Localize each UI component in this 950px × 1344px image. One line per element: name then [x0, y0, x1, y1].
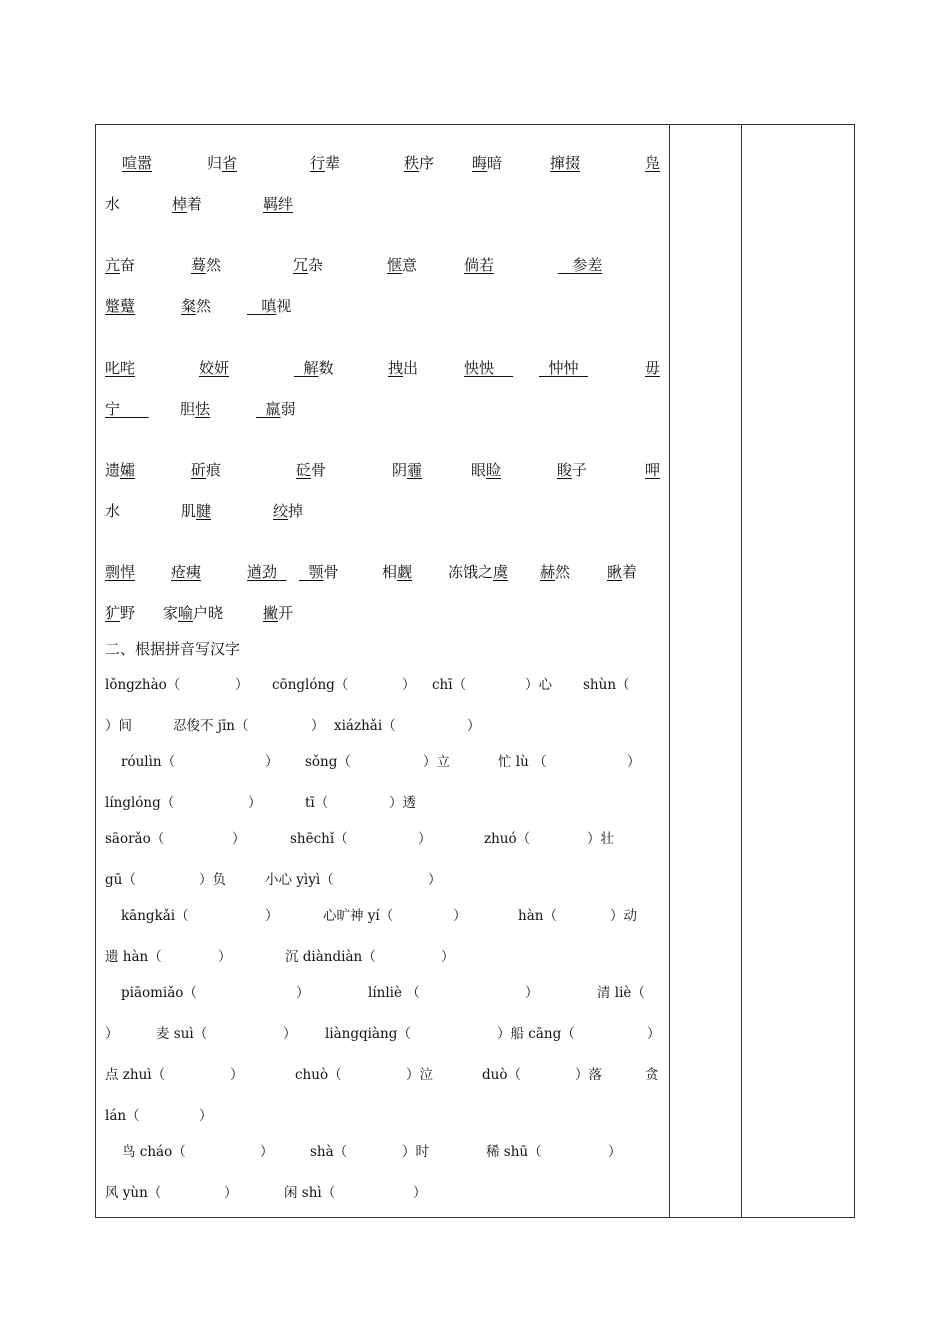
vocab-word: 羁绊	[263, 195, 294, 213]
vocab-word: 眼睑	[471, 461, 502, 479]
vocab-word: 砭骨	[296, 461, 327, 479]
vocab-word: 犷野	[105, 604, 136, 622]
pinyin-item: ）	[627, 754, 641, 770]
pinyin-item: ）动	[610, 908, 637, 924]
pinyin-item: ）负	[199, 872, 226, 888]
pinyin-item: 遗 hàn（	[105, 949, 162, 965]
vocab-word: 秩序	[404, 154, 435, 172]
vocab-word: 胆怯	[180, 400, 211, 418]
pinyin-item: ）立	[423, 754, 450, 770]
pinyin-item: ）	[608, 1144, 622, 1160]
pinyin-item: ）	[199, 1108, 213, 1124]
pinyin-item: chī（	[432, 677, 467, 693]
pinyin-item: ）	[296, 985, 310, 1001]
pinyin-item: ）	[248, 795, 262, 811]
pinyin-item: ）泣	[406, 1067, 433, 1083]
pinyin-item: kāngkǎi（	[121, 908, 189, 924]
pinyin-item: 麦 suì（	[156, 1026, 208, 1042]
pinyin-item: piāomiǎo（	[121, 985, 197, 1001]
pinyin-item: ）	[647, 1026, 661, 1042]
vocab-word: 水	[105, 502, 121, 520]
pinyin-item: ）	[105, 1026, 119, 1042]
vocab-word: 颚骨	[308, 563, 339, 581]
pinyin-item: 忍俊不 jīn（	[173, 718, 249, 734]
vocab-word: 疮痍	[171, 563, 202, 581]
vocab-word: 叱咤	[105, 359, 136, 377]
pinyin-item: zhuó（	[484, 831, 531, 847]
pinyin-item: ）时	[402, 1144, 429, 1160]
vocab-word: 阴霾	[392, 461, 423, 479]
pinyin-item: 闲 shì（	[284, 1185, 336, 1201]
vocab-word: 行辈	[310, 154, 341, 172]
pinyin-item: ）	[218, 949, 232, 965]
vocab-word: 相觑	[382, 563, 413, 581]
vocab-word: 参差	[572, 256, 603, 274]
pinyin-item: 小心 yìyì（	[265, 872, 334, 888]
pinyin-item: ）	[224, 1185, 238, 1201]
pinyin-item: ）	[230, 1067, 244, 1083]
vocab-word: 撺掇	[550, 154, 581, 172]
pinyin-item: ）间	[105, 718, 132, 734]
vocab-word: 亢奋	[105, 256, 136, 274]
pinyin-item: lán（	[105, 1108, 140, 1124]
vocab-word: 家喻户晓	[163, 604, 224, 622]
pinyin-item: xiázhǎi（	[334, 718, 396, 734]
pinyin-item: ）	[418, 831, 432, 847]
pinyin-item: ）	[453, 908, 467, 924]
pinyin-item: 风 yùn（	[105, 1185, 162, 1201]
vocab-word: 拽出	[388, 359, 419, 377]
vocab-word: 蓦然	[191, 256, 222, 274]
pinyin-item: ）	[260, 1144, 274, 1160]
vocab-word: 惬意	[387, 256, 418, 274]
vocab-word: 遒劲	[247, 563, 278, 581]
vocab-word: 冗杂	[293, 256, 324, 274]
pinyin-item: ）	[525, 985, 539, 1001]
pinyin-item: 稀 shū（	[486, 1144, 542, 1160]
vocab-word: 嗔视	[261, 297, 292, 315]
vocab-word: 倘若	[464, 256, 495, 274]
pinyin-item: 心旷神 yí（	[323, 908, 394, 924]
vocab-word: 剽悍	[105, 563, 136, 581]
pinyin-item: ）	[265, 908, 279, 924]
pinyin-item: 贪	[645, 1067, 659, 1083]
section-heading: 二、根据拼音写汉字	[105, 640, 241, 658]
vocab-word: 粲然	[181, 297, 212, 315]
vocab-word: 喧嚣	[122, 154, 153, 172]
worksheet-table	[95, 124, 855, 1218]
vocab-word: 冻饿之虞	[448, 563, 509, 581]
vocab-word: 晦暗	[472, 154, 503, 172]
pinyin-item: ）	[265, 754, 279, 770]
pinyin-item: chuò（	[295, 1067, 342, 1083]
vocab-word: 斫痕	[191, 461, 222, 479]
pinyin-item: ）	[441, 949, 455, 965]
pinyin-item: tī（	[305, 795, 329, 811]
vocab-word: 绞掉	[273, 502, 304, 520]
pinyin-item: ）	[402, 677, 416, 693]
pinyin-item: róulìn（	[121, 754, 176, 770]
pinyin-item: 忙 lù （	[498, 754, 547, 770]
vocab-word: 宁	[105, 400, 121, 418]
pinyin-item: shà（	[310, 1144, 348, 1160]
vocab-word: 羸弱	[265, 400, 296, 418]
vocab-word: 呷	[645, 461, 661, 479]
column-divider-1	[669, 125, 670, 1217]
vocab-word: 棹着	[172, 195, 203, 213]
vocab-word: 归省	[207, 154, 238, 172]
pinyin-item: 沉 diàndiàn（	[285, 949, 376, 965]
pinyin-item: ）船 cāng（	[497, 1026, 575, 1042]
vocab-word: 遗孀	[105, 461, 136, 479]
pinyin-item: 清 liè（	[597, 985, 645, 1001]
pinyin-item: hàn（	[518, 908, 557, 924]
pinyin-item: lǒngzhào（	[105, 677, 181, 693]
pinyin-item: gū（	[105, 872, 136, 888]
pinyin-item: sāorǎo（	[105, 831, 165, 847]
vocab-word: 凫	[645, 154, 661, 172]
vocab-word: 水	[105, 195, 121, 213]
pinyin-item: ）	[232, 831, 246, 847]
vocab-word: 肌腱	[181, 502, 212, 520]
pinyin-item: sǒng（	[305, 754, 351, 770]
pinyin-item: shùn（	[583, 677, 630, 693]
vocab-word: 蹩躠	[105, 297, 136, 315]
pinyin-item: ）	[413, 1185, 427, 1201]
pinyin-item: línliè （	[368, 985, 420, 1001]
pinyin-item: ）落	[575, 1067, 602, 1083]
pinyin-item: ）壮	[587, 831, 614, 847]
pinyin-item: 鸟 cháo（	[122, 1144, 186, 1160]
vocab-word: 毋	[645, 359, 661, 377]
pinyin-item: ）	[311, 718, 325, 734]
pinyin-item: cōnglóng（	[272, 677, 349, 693]
pinyin-item: ）	[235, 677, 249, 693]
pinyin-item: línglóng（	[105, 795, 175, 811]
vocab-word: 姣妍	[199, 359, 230, 377]
pinyin-item: liàngqiàng（	[325, 1026, 411, 1042]
pinyin-item: shēchǐ（	[290, 831, 348, 847]
vocab-word: 撇开	[263, 604, 294, 622]
pinyin-item: ）透	[389, 795, 416, 811]
vocab-word: 怏怏	[464, 359, 495, 377]
vocab-word: 忡忡	[548, 359, 579, 377]
vocab-word: 赫然	[540, 563, 571, 581]
pinyin-item: 点 zhuì（	[105, 1067, 166, 1083]
vocab-word: 解数	[303, 359, 334, 377]
pinyin-item: ）	[283, 1026, 297, 1042]
pinyin-item: ）	[467, 718, 481, 734]
vocab-word: 睃子	[557, 461, 588, 479]
column-divider-2	[741, 125, 742, 1217]
pinyin-item: ）	[428, 872, 442, 888]
vocab-word: 瞅着	[607, 563, 638, 581]
pinyin-item: duò（	[482, 1067, 521, 1083]
pinyin-item: ）心	[525, 677, 552, 693]
